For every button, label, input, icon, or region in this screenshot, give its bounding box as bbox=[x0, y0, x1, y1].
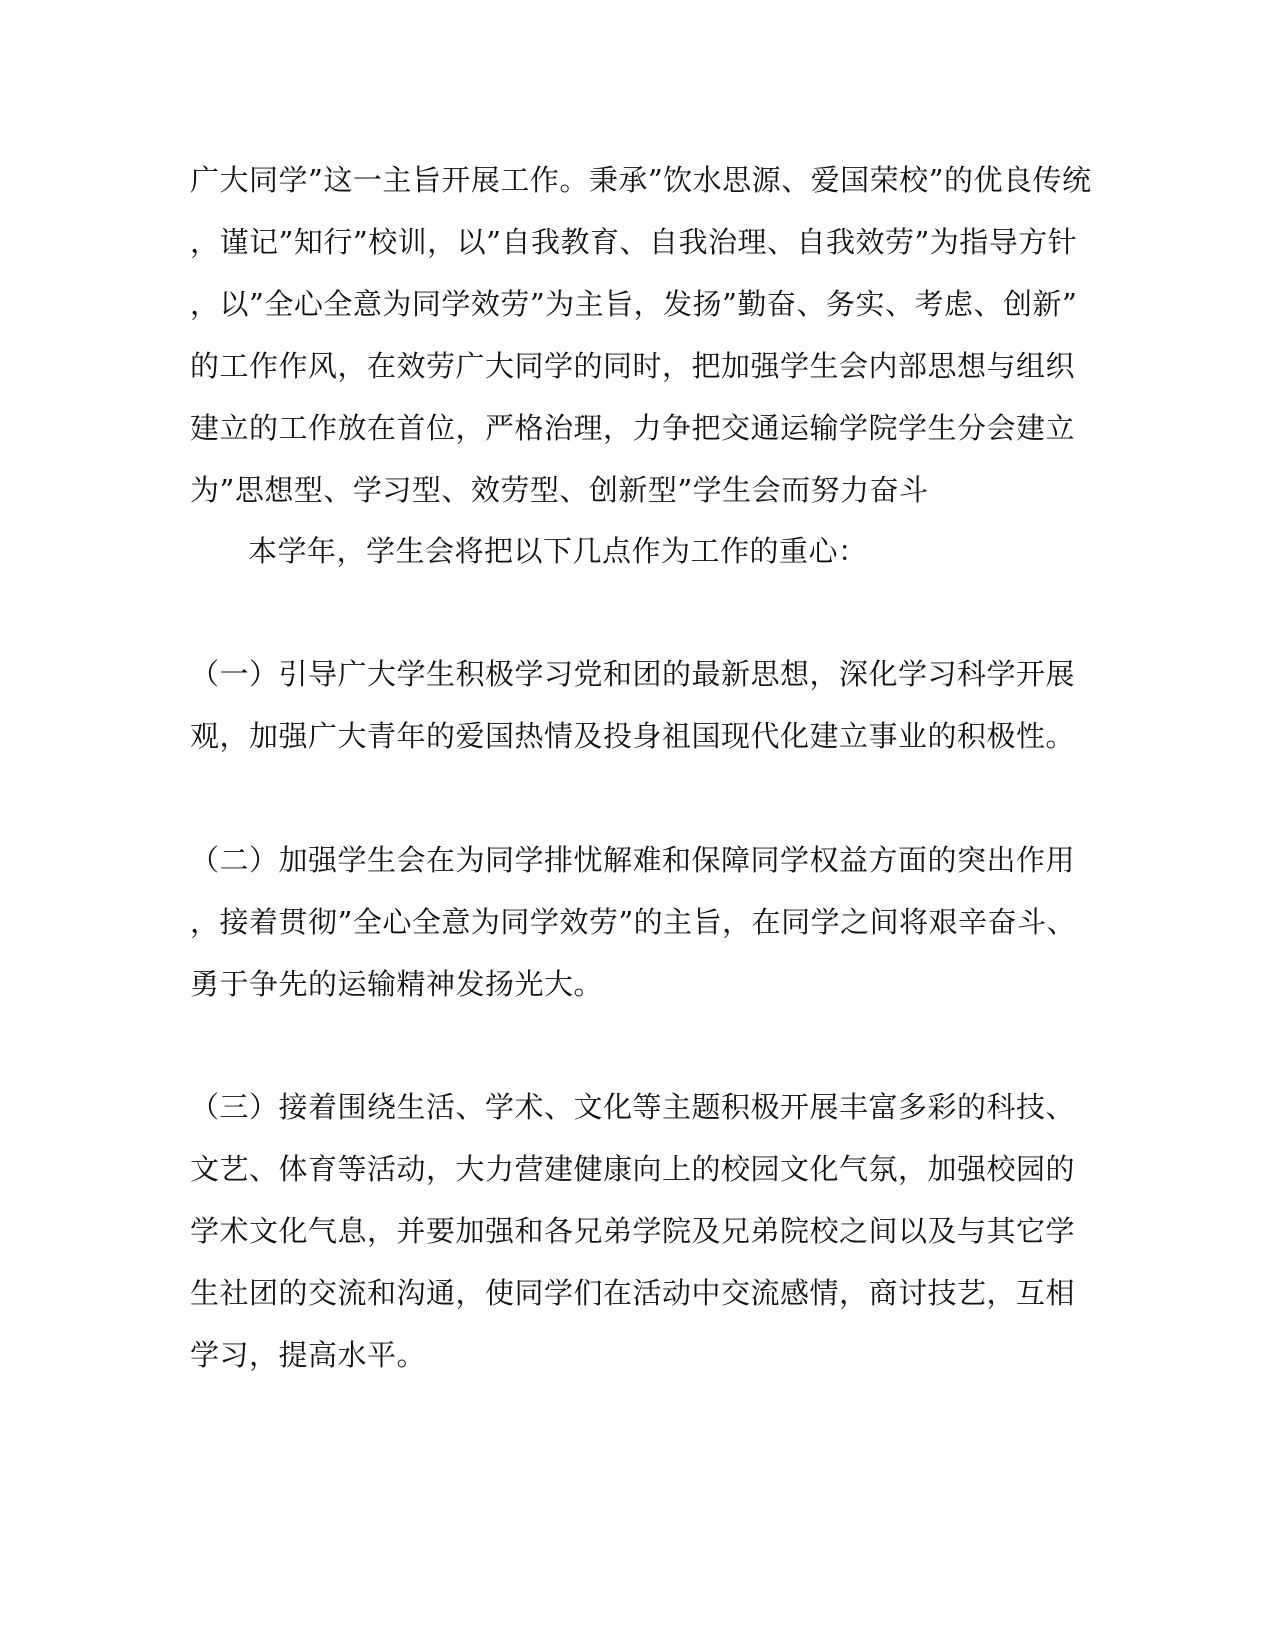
focus-intro: 本学年，学生会将把以下几点作为工作的重心： bbox=[248, 534, 868, 568]
text-line: 观，加强广大青年的爱国热情及投身祖国现代化建立事业的积极性。 bbox=[190, 719, 1076, 753]
text-line: （一）引导广大学生积极学习党和团的最新思想，深化学习科学开展 bbox=[190, 657, 1076, 691]
text-line: 文艺、体育等活动，大力营建健康向上的校园文化气氛，加强校园的 bbox=[190, 1152, 1076, 1186]
text-line: 学术文化气息，并要加强和各兄弟学院及兄弟院校之间以及与其它学 bbox=[190, 1214, 1076, 1248]
text-line: 为”思想型、学习型、效劳型、创新型”学生会而努力奋斗 bbox=[190, 473, 929, 507]
text-line: （二）加强学生会在为同学排忧解难和保障同学权益方面的突出作用 bbox=[190, 843, 1076, 877]
text-line: 的工作作风，在效劳广大同学的同时，把加强学生会内部思想与组织 bbox=[190, 349, 1076, 383]
text-line: （三）接着围绕生活、学术、文化等主题积极开展丰富多彩的科技、 bbox=[190, 1090, 1076, 1124]
text-line: 勇于争先的运输精神发扬光大。 bbox=[190, 967, 604, 1001]
text-line: ，接着贯彻”全心全意为同学效劳”的主旨，在同学之间将艰辛奋斗、 bbox=[190, 905, 1077, 939]
text-line: 广大同学”这一主旨开展工作。秉承”饮水思源、爱国荣校”的优良传统 bbox=[190, 163, 1092, 197]
text-line: 生社团的交流和沟通，使同学们在活动中交流感情，商讨技艺，互相 bbox=[190, 1276, 1076, 1310]
text-line: ，以”全心全意为同学效劳”为主旨，发扬”勤奋、务实、考虑、创新” bbox=[190, 287, 1078, 321]
text-line: ，谨记”知行”校训，以”自我教育、自我治理、自我效劳”为指导方针 bbox=[190, 225, 1078, 259]
text-line: 学习，提高水平。 bbox=[190, 1338, 427, 1372]
text-line: 建立的工作放在首位，严格治理，力争把交通运输学院学生分会建立 bbox=[190, 411, 1076, 445]
